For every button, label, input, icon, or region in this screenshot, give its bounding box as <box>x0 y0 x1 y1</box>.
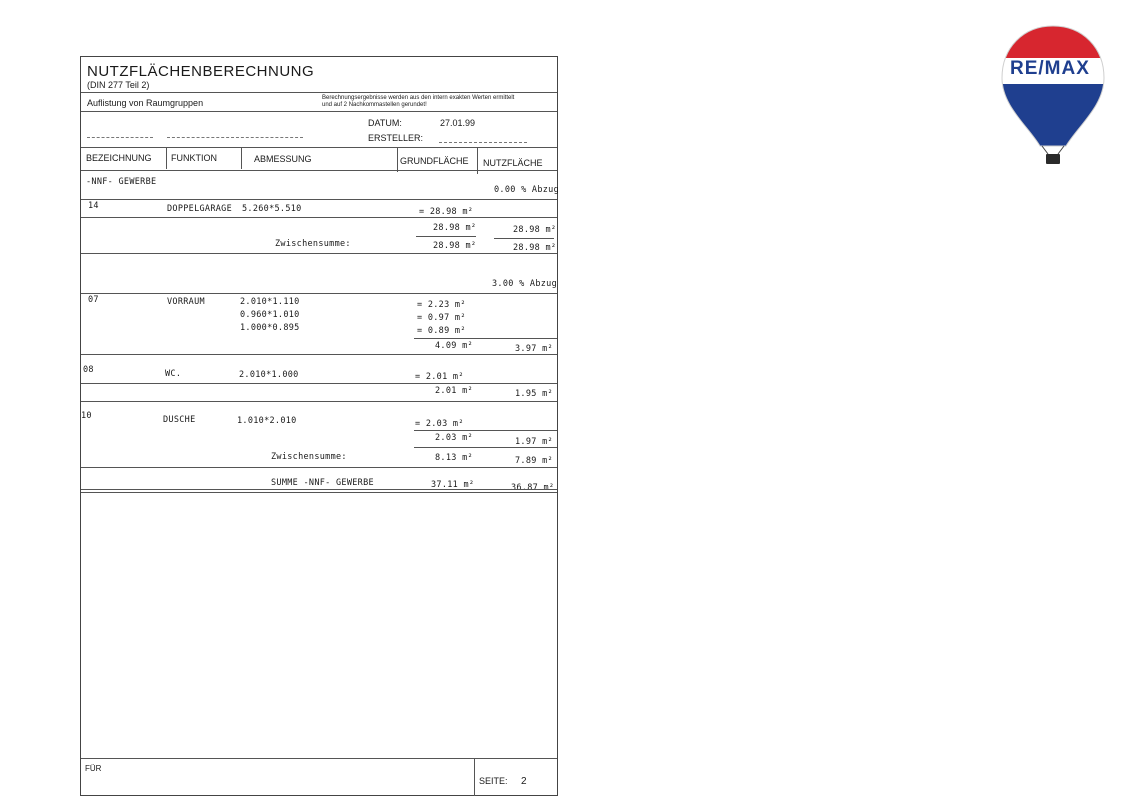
ersteller-label: ERSTELLER: <box>368 133 424 143</box>
col-funktion: FUNKTION <box>171 153 217 163</box>
group-label: -NNF- GEWERBE <box>86 177 157 187</box>
room-nf: 1.97 m² <box>515 437 553 447</box>
room-abmessung: 5.260*5.510 <box>242 204 302 214</box>
remax-logo <box>998 22 1108 170</box>
room-gf-line: = 28.98 m² <box>419 207 474 217</box>
room-abmessung: 2.010*1.000 <box>239 370 299 380</box>
rounding-note-1: Berechnungsergebnisse werden aus den intern exakten Werten ermittelt <box>322 95 515 101</box>
document-subtitle: (DIN 277 Teil 2) <box>87 80 150 90</box>
zwischensumme-2-label: Zwischensumme: <box>271 452 347 462</box>
room-gf-sum: 4.09 m² <box>435 341 473 351</box>
col-grundflaeche: GRUNDFLÄCHE <box>400 156 469 166</box>
room-gf-line: = 2.03 m² <box>415 419 464 429</box>
room-gf-sum: 2.01 m² <box>435 386 473 396</box>
room-abmessung: 1.010*2.010 <box>237 416 297 426</box>
datum-label: DATUM: <box>368 118 402 128</box>
zwischensumme-2-nf: 7.89 m² <box>515 456 553 466</box>
room-nf: 1.95 m² <box>515 389 553 399</box>
footer-left: FÜR <box>85 764 102 773</box>
remax-logo-text: RE/MAX <box>1010 58 1090 79</box>
room-abmessung: 1.000*0.895 <box>240 323 300 333</box>
zwischensumme-2-gf: 8.13 m² <box>435 453 473 463</box>
summe-nf: 36.87 m² <box>511 483 555 493</box>
room-nf: 3.97 m² <box>515 344 553 354</box>
document-page <box>66 48 560 796</box>
room-abmessung: 2.010*1.110 <box>240 297 300 307</box>
room-nf: 28.98 m² <box>513 225 557 235</box>
room-nr: 10 <box>81 411 92 421</box>
room-nr: 07 <box>88 295 99 305</box>
room-gf-sum: 28.98 m² <box>433 223 477 233</box>
room-funktion: DUSCHE <box>163 415 196 425</box>
abzug-0-percent: 0.00 % Abzug <box>494 185 560 195</box>
zwischensumme-1-nf: 28.98 m² <box>513 243 557 253</box>
rounding-note-2: und auf 2 Nachkommastellen gerundet! <box>322 102 427 108</box>
abzug-3-percent: 3.00 % Abzug <box>492 279 558 289</box>
col-abmessung: ABMESSUNG <box>254 154 312 164</box>
section-label: Auflistung von Raumgruppen <box>87 98 204 108</box>
room-funktion: DOPPELGARAGE <box>167 204 233 214</box>
room-abmessung: 0.960*1.010 <box>240 310 300 320</box>
datum-value: 27.01.99 <box>440 118 476 128</box>
room-funktion: WC. <box>165 369 182 379</box>
zwischensumme-1-gf: 28.98 m² <box>433 241 477 251</box>
summe-label: SUMME -NNF- GEWERBE <box>271 478 374 488</box>
summe-gf: 37.11 m² <box>431 480 475 490</box>
document-title: NUTZFLÄCHENBERECHNUNG <box>87 63 315 80</box>
room-nr: 08 <box>83 365 94 375</box>
document-frame <box>80 56 558 796</box>
seite-label: SEITE: <box>479 776 508 786</box>
col-bezeichnung: BEZEICHNUNG <box>86 153 152 163</box>
room-gf-line: = 2.01 m² <box>415 372 464 382</box>
room-gf-line: = 0.89 m² <box>417 326 466 336</box>
room-gf-line: = 2.23 m² <box>417 300 466 310</box>
room-gf-line: = 0.97 m² <box>417 313 466 323</box>
col-nutzflaeche: NUTZFLÄCHE <box>483 158 543 168</box>
room-nr: 14 <box>88 201 99 211</box>
room-funktion: VORRAUM <box>167 297 205 307</box>
seite-value: 2 <box>521 776 527 787</box>
zwischensumme-1-label: Zwischensumme: <box>275 239 351 249</box>
room-gf-sum: 2.03 m² <box>435 433 473 443</box>
